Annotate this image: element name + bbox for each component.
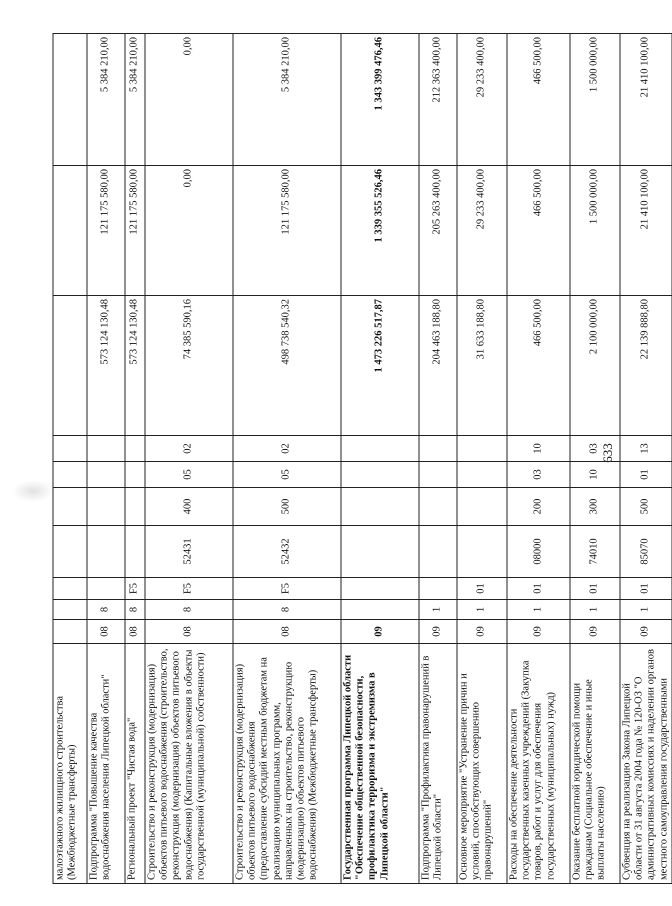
code-direction-cell: 52432 [233,526,341,578]
amount-year2-cell: 1 339 355 526,46 [341,166,419,296]
code-program-cell: 08 [233,620,341,644]
table-row [233,34,341,884]
code-subprogram-cell: 8 [125,600,145,620]
amount-year1-cell: 1 473 226 517,87 [341,296,419,436]
table-body [53,34,672,884]
budget-table-rotated [53,34,670,884]
amount-year3-cell: 1 500 000,00 [570,34,620,166]
code-direction-cell: 08000 [507,526,570,578]
amount-year3-cell: 212 363 400,00 [419,34,457,166]
code-program-cell: 09 [620,620,672,644]
code-measure-cell [53,578,87,600]
code-expense-type-cell: 300 [570,488,620,526]
code-subsection-cell: 13 [620,436,672,462]
code-section-cell: 03 [507,462,570,488]
table-row [507,34,570,884]
code-subsection-cell: 02 [145,436,233,462]
amount-year2-cell: 121 175 580,00 [125,166,145,296]
table-row [53,34,87,884]
code-direction-cell [87,526,125,578]
table-row [125,34,145,884]
code-expense-type-cell [53,488,87,526]
code-subsection-cell [341,436,419,462]
code-measure-cell: F5 [145,578,233,600]
code-direction-cell [125,526,145,578]
table-row [457,34,507,884]
code-expense-type-cell: 500 [620,488,672,526]
amount-year1-cell: 22 139 888,80 [620,296,672,436]
code-expense-type-cell [457,488,507,526]
code-measure-cell: F5 [233,578,341,600]
code-program-cell: 08 [87,620,125,644]
code-expense-type-cell: 500 [233,488,341,526]
row-name-cell: Расходы на обеспечение деятельности государственных казенных учреждений (Закупка товаров, работ и услуг для обеспечения государственных (муниципальных) нужд) [507,644,570,884]
amount-year3-cell: 5 384 210,00 [125,34,145,166]
amount-year3-cell: 1 343 399 476,46 [341,34,419,166]
amount-year3-cell: 466 500,00 [507,34,570,166]
code-subsection-cell [419,436,457,462]
amount-year2-cell: 121 175 580,00 [233,166,341,296]
code-program-cell: 09 [570,620,620,644]
code-section-cell [419,462,457,488]
amount-year2-cell: 0,00 [145,166,233,296]
amount-year1-cell: 2 100 000,00 [570,296,620,436]
code-expense-type-cell [419,488,457,526]
code-subsection-cell: 03 [570,436,620,462]
code-section-cell [457,462,507,488]
amount-year1-cell [53,296,87,436]
amount-year2-cell: 466 500,00 [507,166,570,296]
code-direction-cell: 85070 [620,526,672,578]
row-name-cell: Региональный проект "Чистая вода" [125,644,145,884]
code-section-cell: 01 [620,462,672,488]
amount-year3-cell: 5 384 210,00 [87,34,125,166]
code-direction-cell [53,526,87,578]
code-program-cell: 09 [457,620,507,644]
code-expense-type-cell [87,488,125,526]
table-row [145,34,233,884]
code-subprogram-cell: 8 [145,600,233,620]
code-subsection-cell [53,436,87,462]
amount-year1-cell: 498 738 540,32 [233,296,341,436]
code-subprogram-cell: 1 [620,600,672,620]
code-program-cell: 09 [419,620,457,644]
row-name-cell: Строительство и реконструкция (модернизация) объектов питьевого водоснабжения (предоставление субсидий местным бюджетам на реализацию муниципальных программ, направленных на строительство, реконструкцию (модернизацию) объектов питьевого водоснабжения) (Межбюджетные трансферты) [233,644,341,884]
amount-year3-cell [53,34,87,166]
code-measure-cell: 01 [570,578,620,600]
code-subprogram-cell: 1 [419,600,457,620]
table-row [570,34,620,884]
code-subsection-cell: 02 [233,436,341,462]
table-row [87,34,125,884]
code-measure-cell [419,578,457,600]
amount-year1-cell: 573 124 130,48 [125,296,145,436]
amount-year1-cell: 31 633 188,80 [457,296,507,436]
amount-year1-cell: 573 124 130,48 [87,296,125,436]
code-measure-cell: F5 [125,578,145,600]
amount-year1-cell: 466 500,00 [507,296,570,436]
amount-year1-cell: 74 385 590,16 [145,296,233,436]
code-section-cell: 10 [570,462,620,488]
row-name-cell: Подпрограмма "Повышение качества водоснабжения населения Липецкой области" [87,644,125,884]
amount-year2-cell: 205 263 400,00 [419,166,457,296]
code-direction-cell: 74010 [570,526,620,578]
table-row [620,34,672,884]
code-direction-cell [341,526,419,578]
code-program-cell [53,620,87,644]
code-subsection-cell [87,436,125,462]
table-row [419,34,457,884]
row-name-cell: Оказание бесплатной юридической помощи гражданам (Социальное обеспечение и иные выплаты населению) [570,644,620,884]
row-name-cell: Субвенция на реализацию Закона Липецкой области от 31 августа 2004 года № 120-ОЗ "О административных комиссиях и наделении органов местного самоуправления государственными [620,644,672,884]
code-program-cell: 08 [145,620,233,644]
code-expense-type-cell [125,488,145,526]
code-program-cell: 08 [125,620,145,644]
code-measure-cell [87,578,125,600]
row-name-cell: Государственная программа Липецкой области "Обеспечение общественной безопасности, профилактика терроризма и экстремизма в Липецкой области" [341,644,419,884]
code-measure-cell [341,578,419,600]
row-name-cell: малоэтажного жилищного строительства (Межбюджетные трансферты) [53,644,87,884]
amount-year3-cell: 21 410 100,00 [620,34,672,166]
amount-year2-cell [53,166,87,296]
code-section-cell [53,462,87,488]
code-program-cell: 09 [341,620,419,644]
code-subprogram-cell [53,600,87,620]
code-direction-cell [419,526,457,578]
code-subsection-cell: 10 [507,436,570,462]
code-measure-cell: 01 [620,578,672,600]
row-name-cell: Строительство и реконструкция (модернизация) объектов питьевого водоснабжения (строительство, реконструкция (модернизация) объектов питьевого водоснабжения) (Капитальные вложения в объекты государственной (муниципальной) собственности) [145,644,233,884]
code-measure-cell: 01 [507,578,570,600]
code-subprogram-cell: 1 [457,600,507,620]
code-measure-cell: 01 [457,578,507,600]
code-section-cell: 05 [145,462,233,488]
page-number: 633 [600,443,615,463]
code-subprogram-cell: 1 [507,600,570,620]
amount-year2-cell: 21 410 100,00 [620,166,672,296]
code-subsection-cell [457,436,507,462]
amount-year1-cell: 204 463 188,80 [419,296,457,436]
code-subsection-cell [125,436,145,462]
row-name-cell: Подпрограмма "Профилактика правонарушений в Липецкой области" [419,644,457,884]
amount-year2-cell: 1 500 000,00 [570,166,620,296]
code-section-cell [87,462,125,488]
code-section-cell: 05 [233,462,341,488]
amount-year3-cell: 5 384 210,00 [233,34,341,166]
code-subprogram-cell: 8 [87,600,125,620]
code-program-cell: 09 [507,620,570,644]
code-direction-cell [457,526,507,578]
budget-table [53,33,672,884]
code-expense-type-cell: 200 [507,488,570,526]
code-subprogram-cell: 1 [570,600,620,620]
row-name-cell: Основное мероприятие "Устранение причин и условий, способствующих совершению правонарушений" [457,644,507,884]
amount-year2-cell: 29 233 400,00 [457,166,507,296]
code-section-cell [341,462,419,488]
scan-smudge [12,480,54,502]
code-section-cell [125,462,145,488]
code-direction-cell: 52431 [145,526,233,578]
code-expense-type-cell: 400 [145,488,233,526]
amount-year3-cell: 29 233 400,00 [457,34,507,166]
code-expense-type-cell [341,488,419,526]
amount-year3-cell: 0,00 [145,34,233,166]
amount-year2-cell: 121 175 580,00 [87,166,125,296]
table-row [341,34,419,884]
code-subprogram-cell [341,600,419,620]
code-subprogram-cell: 8 [233,600,341,620]
